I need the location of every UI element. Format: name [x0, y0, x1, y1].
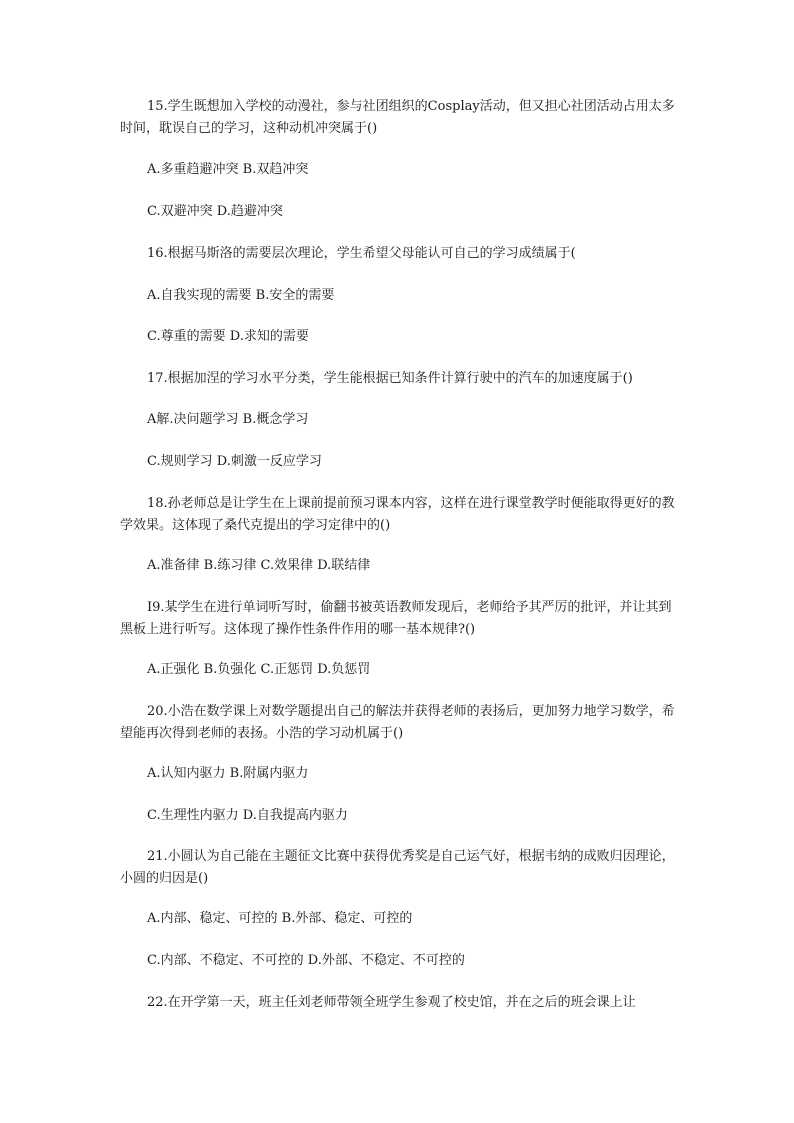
question-21-options-line-1: A.内部、稳定、可控的 B.外部、稳定、可控的: [147, 911, 413, 926]
question-15-options-line-2: C.双避冲突 D.趋避冲突: [147, 204, 283, 219]
question-20-options-line-2: C.生理性内驱力 D.自我提高内驱力: [147, 808, 348, 823]
question-16: 16.根据马斯洛的需要层次理论，学生希望父母能认可自己的学习成绩属于(: [147, 246, 576, 261]
question-18: 18.孙老师总是让学生在上课前提前预习课本内容，这样在进行课堂教学时便能取得更好的教学效果。这体现了桑代克提出的学习定律中的(): [120, 496, 675, 533]
question-15-options-line-1: A.多重趋避冲突 B.双趋冲突: [147, 162, 309, 177]
question-18-options-line-1: A.准备律 B.练习律 C.效果律 D.联结律: [147, 558, 371, 573]
question-17-options-line-2: C.规则学习 D.刺激一反应学习: [147, 454, 322, 469]
question-21: 21.小圆认为自己能在主题征文比赛中获得优秀奖是自己运气好，根据韦纳的成败归因理论，小圆的归因是(): [120, 849, 675, 886]
question-16-options-line-1: A.自我实现的需要 B.安全的需要: [147, 288, 335, 303]
question-15: 15.学生既想加入学校的动漫社，参与社团组织的Cosplay活动，但又担心社团活动占用太多时间，耽误自己的学习，这种动机冲突属于(): [120, 99, 675, 136]
question-20-options-line-1: A.认知内驱力 B.附属内驱力: [147, 766, 309, 781]
question-21-options-line-2: C.内部、不稳定、不可控的 D.外部、不稳定、不可控的: [147, 953, 465, 968]
question-22: 22.在开学第一天，班主任刘老师带领全班学生参观了校史馆，并在之后的班会课上让: [147, 995, 636, 1010]
question-17: 17.根据加涅的学习水平分类，学生能根据已知条件计算行驶中的汽车的加速度属于(): [147, 371, 633, 386]
question-16-options-line-2: C.尊重的需要 D.求知的需要: [147, 329, 309, 344]
question-17-options-line-1: A解.决问题学习 B.概念学习: [147, 412, 309, 427]
question-19-options-line-1: A.正强化 B.负强化 C.正惩罚 D.负惩罚: [147, 662, 371, 677]
question-20: 20.小浩在数学课上对数学题提出自己的解法并获得老师的表扬后，更加努力地学习数学，希望能再次得到老师的表扬。小浩的学习动机属于(): [120, 704, 675, 741]
question-19: I9.某学生在进行单词听写时，偷翻书被英语教师发现后，老师给予其严厉的批评，并让其到黑板上进行听写。这体现了操作性条件作用的哪一基本规律?(): [120, 600, 672, 637]
